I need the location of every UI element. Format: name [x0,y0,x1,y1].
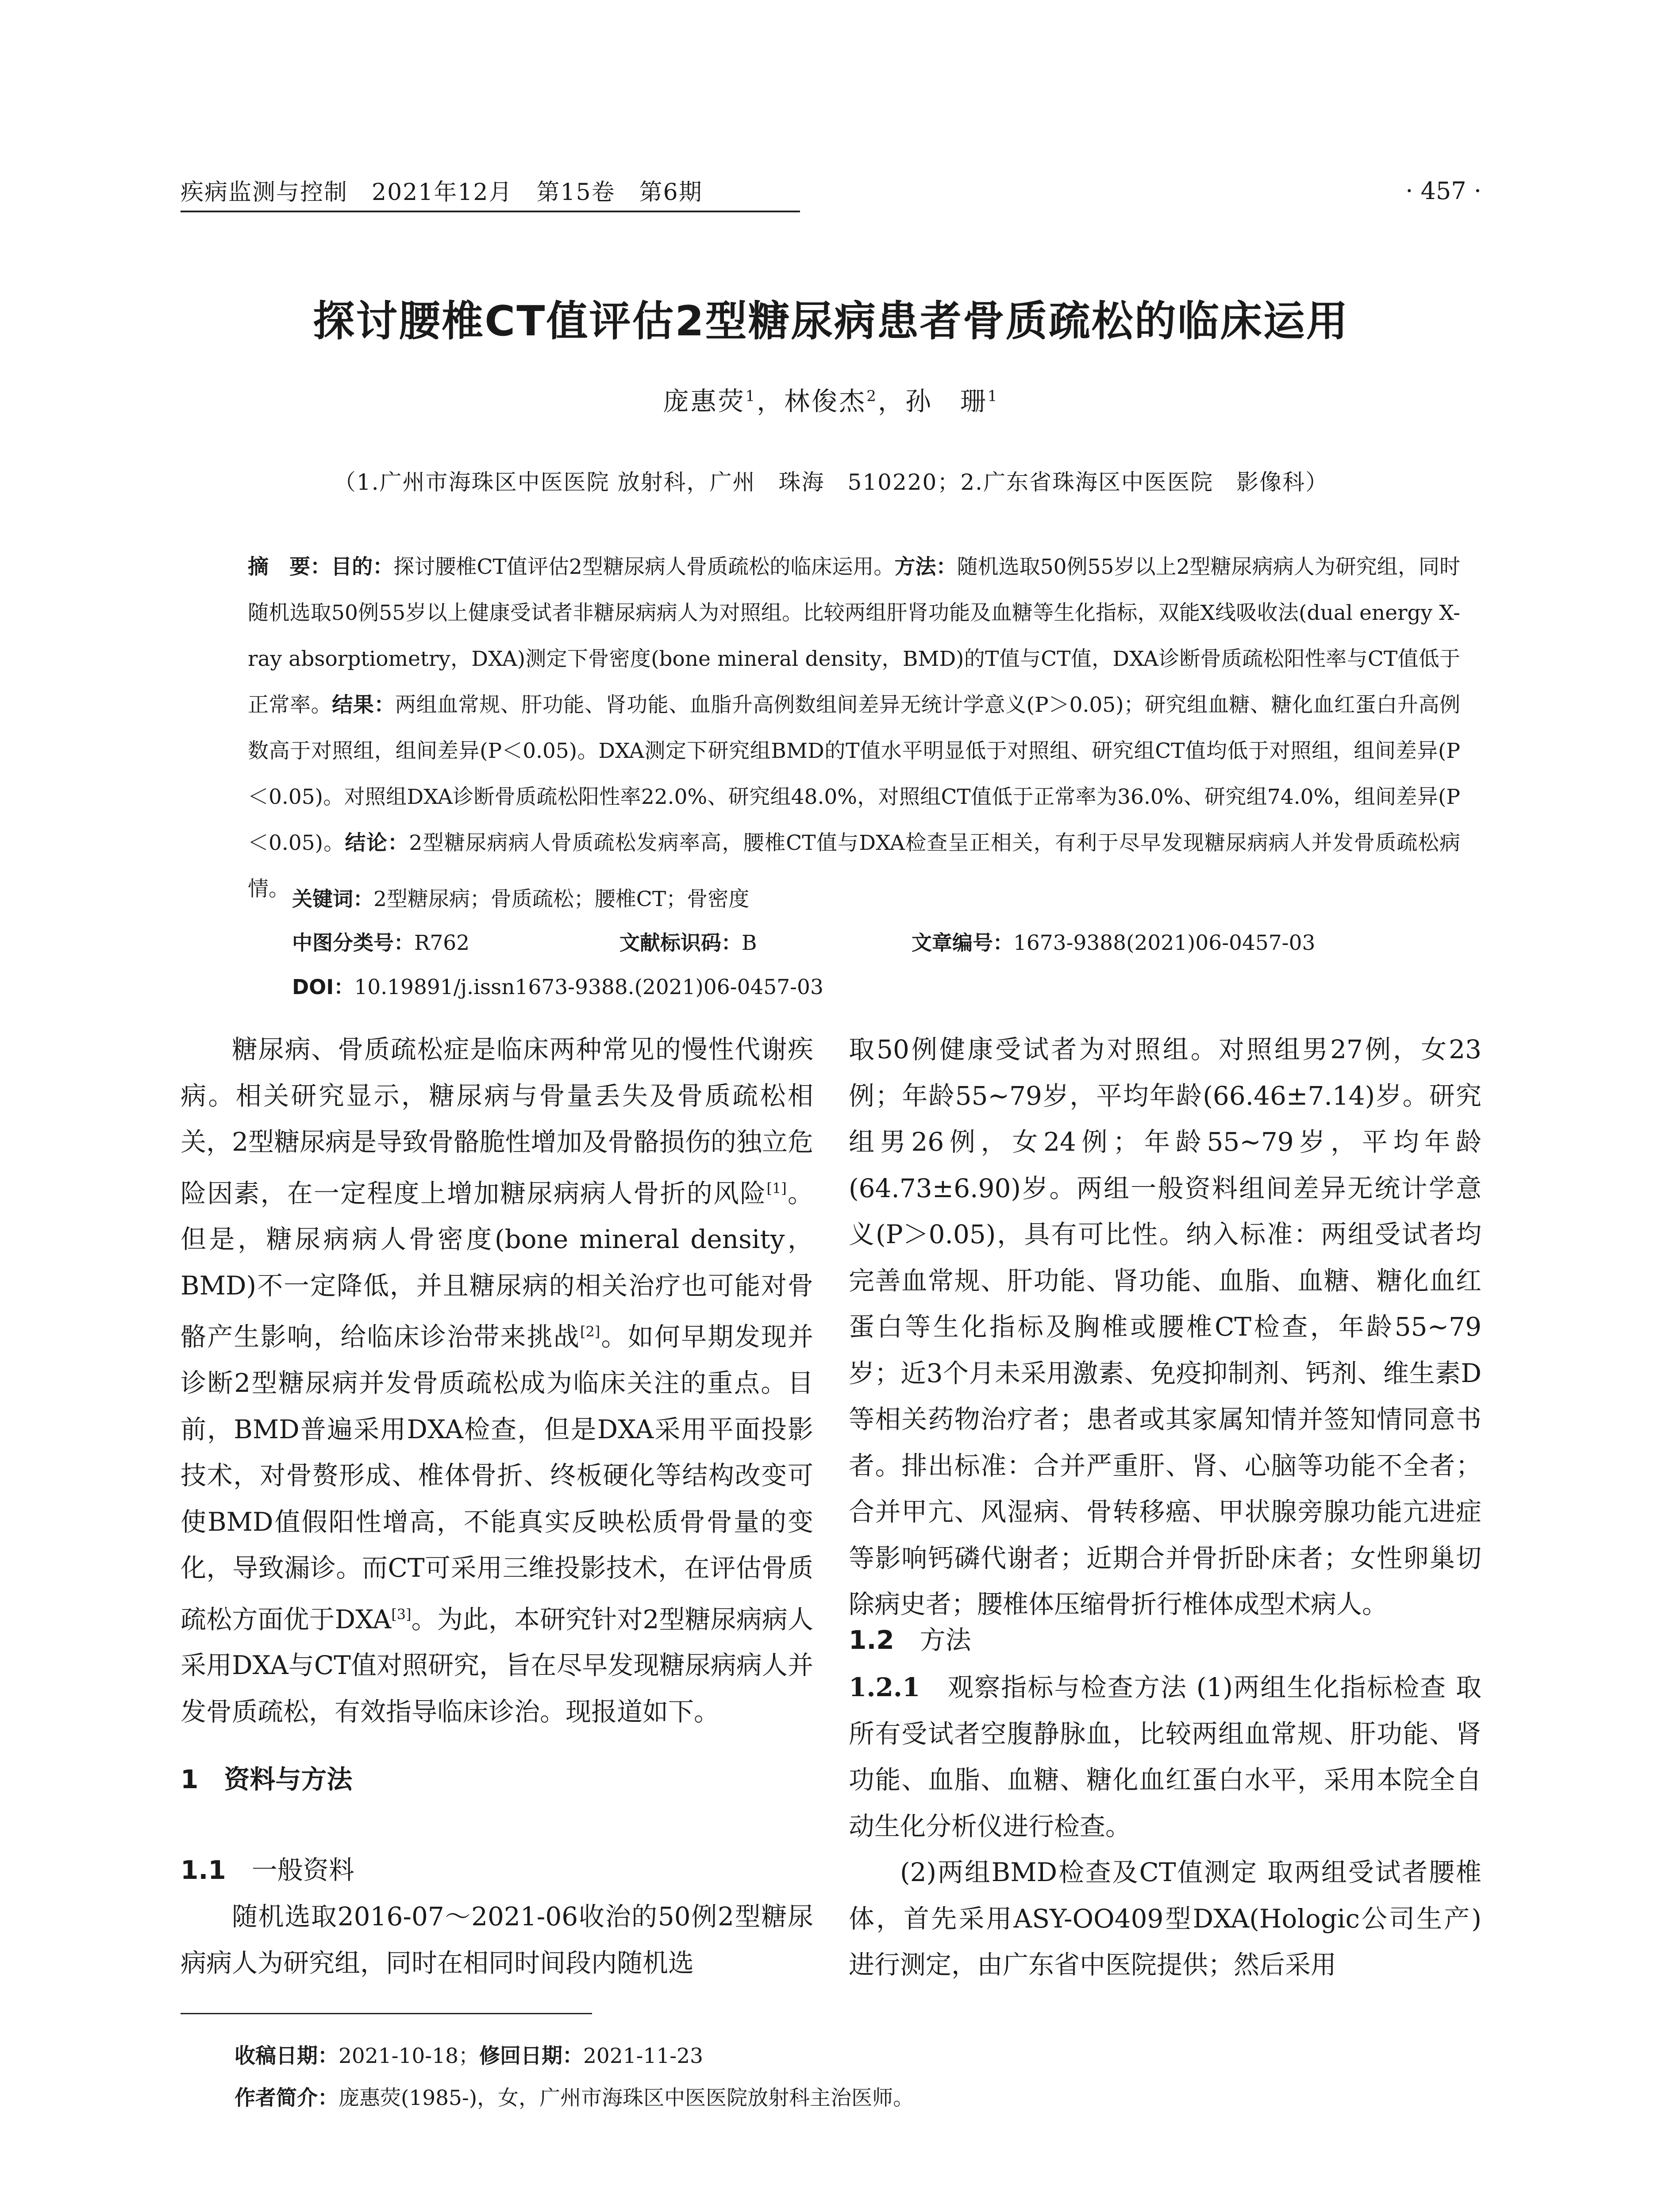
objective-label: 目的： [331,555,394,579]
intro-column [181,1026,813,1735]
objective-text: 探讨腰椎CT值评估2型糖尿病人骨质疏松的临床运用。 [393,555,895,579]
methods-paragraph-1 [849,1664,1481,1849]
methods-paragraph-2: (2)两组BMD检查及CT值测定 取两组受试者腰椎体，首先采用ASY-OO409型DXA(Hologic公司生产)进行测定，由广东省中医院提供；然后采用 [849,1857,1481,1980]
subsection-1-2-1-number: 1.2.1 [849,1672,920,1702]
keywords [292,883,749,912]
doi [292,971,823,1000]
subsection-1-1 [181,1849,354,1886]
revised-date: 2021-11-23 [583,2044,703,2068]
method-label: 方法： [894,555,957,579]
article-number [912,927,1315,956]
abstract [248,544,1460,912]
classification [292,927,469,956]
author-2: ，林俊杰 [757,386,867,416]
conclusion-label: 结论： [345,831,409,855]
citation-2: [2] [580,1323,600,1340]
running-header-journal: 疾病监测与控制 2021年12月 第15卷 第6期 [181,179,703,206]
methods-column [849,1664,1481,1988]
subjects-column [181,1893,813,1986]
author-bio [235,2081,914,2111]
doi-label: DOI： [292,975,354,999]
result-text: 两组血常规、肝功能、肾功能、血脂升高例数组间差异无统计学意义(P＞0.05)；研究组血糖、糖化血红蛋白升高例数高于对照组，组间差异(P＜0.05)。DXA测定下研究组BMD的T值水平明显低于对照组、研究组CT值均低于对照组，组间差异(P＜0.05)。对照组DXA诊断骨质疏松阳性率22.0%、研究组48.0%，对照组CT值低于正常率为36.0%、研究组74.0%，组间差异(P＜0.05)。 [248,693,1461,855]
subsection-1-2-number: 1.2 [849,1625,894,1655]
subjects-paragraph: 随机选取2016-07～2021-06收治的50例2型糖尿病病人为研究组，同时在相同时间段内随机选 [181,1901,813,1978]
classification-text: R762 [414,931,470,955]
subsection-1-2 [849,1619,971,1656]
methods-text-1: 观察指标与检查方法 (1)两组生化指标检查 取所有受试者空腹静脉血，比较两组血常规、肝功能、肾功能、血脂、血糖、糖化血红蛋白水平，采用本院全自动生化分析仪进行检查。 [849,1672,1481,1841]
author-3-affil: 1 [987,387,999,405]
article-number-label: 文章编号： [912,931,1013,955]
author-2-affil: 2 [866,387,878,405]
method-text: 随机选取50例55岁以上2型糖尿病病人为研究组，同时随机选取50例55岁以上健康受试者非糖尿病病人为对照组。比较两组肝肾功能及血糖等生化指标，双能X线吸收法(dual energy X-ray absorptiometry，DXA)测定下骨密度(bone mineral density，BMD)的T值与CT值，DXA诊断骨质疏松阳性率与CT值低于正常率。 [248,555,1461,717]
keywords-text: 2型糖尿病；骨质疏松；腰椎CT；骨密度 [373,887,750,911]
document-code-label: 文献标识码： [619,931,742,955]
abstract-label: 摘 要： [248,555,331,579]
doi-text: 10.19891/j.issn1673-9388.(2021)06-0457-03 [354,975,823,999]
intro-text-d: 。为此，本研究针对2型糖尿病病人采用DXA与CT值对照研究，旨在尽早发现糖尿病病人并发骨质疏松，有效指导临床诊治。现报道如下。 [181,1604,813,1727]
right-column-top [849,1026,1481,1628]
section-heading-1: 1 资料与方法 [181,1764,353,1794]
authors [0,380,1662,418]
citation-1: [1] [766,1179,787,1197]
article-number-text: 1673-9388(2021)06-0457-03 [1013,931,1316,955]
revised-label: 修回日期： [479,2044,583,2068]
subsection-1-1-title: 一般资料 [251,1855,354,1885]
footnote-rule [181,2013,592,2014]
subsection-1-2-title: 方法 [919,1625,971,1655]
page-number: · 457 · [1405,177,1481,205]
result-label: 结果： [332,693,395,717]
author-1-affil: 1 [745,387,757,405]
document-code [619,927,757,956]
keywords-label: 关键词： [292,887,373,911]
criteria-paragraph: 取50例健康受试者为对照组。对照组男27例，女23例；年龄55~79岁，平均年龄(66.46±7.14)岁。研究组男26例，女24例；年龄55~79岁，平均年龄(64.73±6.90)岁。两组一般资料组间差异无统计学意义(P＞0.05)，具有可比性。纳入标准：两组受试者均完善血常规、肝功能、肾功能、血脂、血糖、糖化血红蛋白等生化指标及胸椎或腰椎CT检查，年龄55~79岁；近3个月未采用激素、免疫抑制剂、钙剂、维生素D等相关药物治疗者；患者或其家属知情并签知情同意书者。排出标准：合并严重肝、肾、心脑等功能不全者；合并甲亢、风湿病、骨转移癌、甲状腺旁腺功能亢进症等影响钙磷代谢者；近期合并骨折卧床者；女性卵巢切除病史者；腰椎体压缩骨折行椎体成型术病人。 [849,1034,1481,1619]
citation-3: [3] [391,1605,412,1623]
document-code-text: B [742,931,757,955]
author-bio-label: 作者简介： [235,2086,339,2110]
received-label: 收稿日期： [235,2044,339,2068]
received-date: 2021-10-18； [339,2044,479,2068]
intro-paragraph [181,1026,813,1735]
conclusion-text: 2型糖尿病病人骨质疏松发病率高，腰椎CT值与DXA检查呈正相关，有利于尽早发现糖尿病病人并发骨质疏松病情。 [248,831,1461,901]
author-1: 庞惠荧 [663,386,746,416]
intro-text-a: 糖尿病、骨质疏松症是临床两种常见的慢性代谢疾病。相关研究显示，糖尿病与骨量丢失及骨质疏松相关，2型糖尿病是导致骨骼脆性增加及骨骼损伤的独立危险因素，在一定程度上增加糖尿病病人骨折的风险 [181,1034,813,1208]
affiliation: （1.广州市海珠区中医医院 放射科，广州 珠海 510220；2.广东省珠海区中医医院 影像科） [333,469,1329,495]
intro-text-b: 。但是，糖尿病病人骨密度(bone mineral density，BMD)不一定降低，并且糖尿病的相关治疗也可能对骨骼产生影响，给临床诊治带来挑战 [181,1178,813,1352]
article-title: 探讨腰椎CT值评估2型糖尿病患者骨质疏松的临床运用 [313,297,1349,346]
subsection-1-1-number: 1.1 [181,1855,226,1885]
intro-text-c: 。如何早期发现并诊断2型糖尿病并发骨质疏松成为临床关注的重点。目前，BMD普遍采用DXA检查，但是DXA采用平面投影技术，对骨赘形成、椎体骨折、终板硬化等结构改变可使BMD值假阳性增高，不能真实反映松质骨骨量的变化，导致漏诊。而CT可采用三维投影技术，在评估骨质疏松方面优于DXA [181,1321,813,1634]
classification-label: 中图分类号： [292,931,414,955]
author-3: ，孙 珊 [877,386,988,416]
author-bio-text: 庞惠荧(1985-)，女，广州市海珠区中医医院放射科主治医师。 [339,2086,914,2110]
header-rule [181,211,800,212]
received-dates [235,2039,703,2069]
